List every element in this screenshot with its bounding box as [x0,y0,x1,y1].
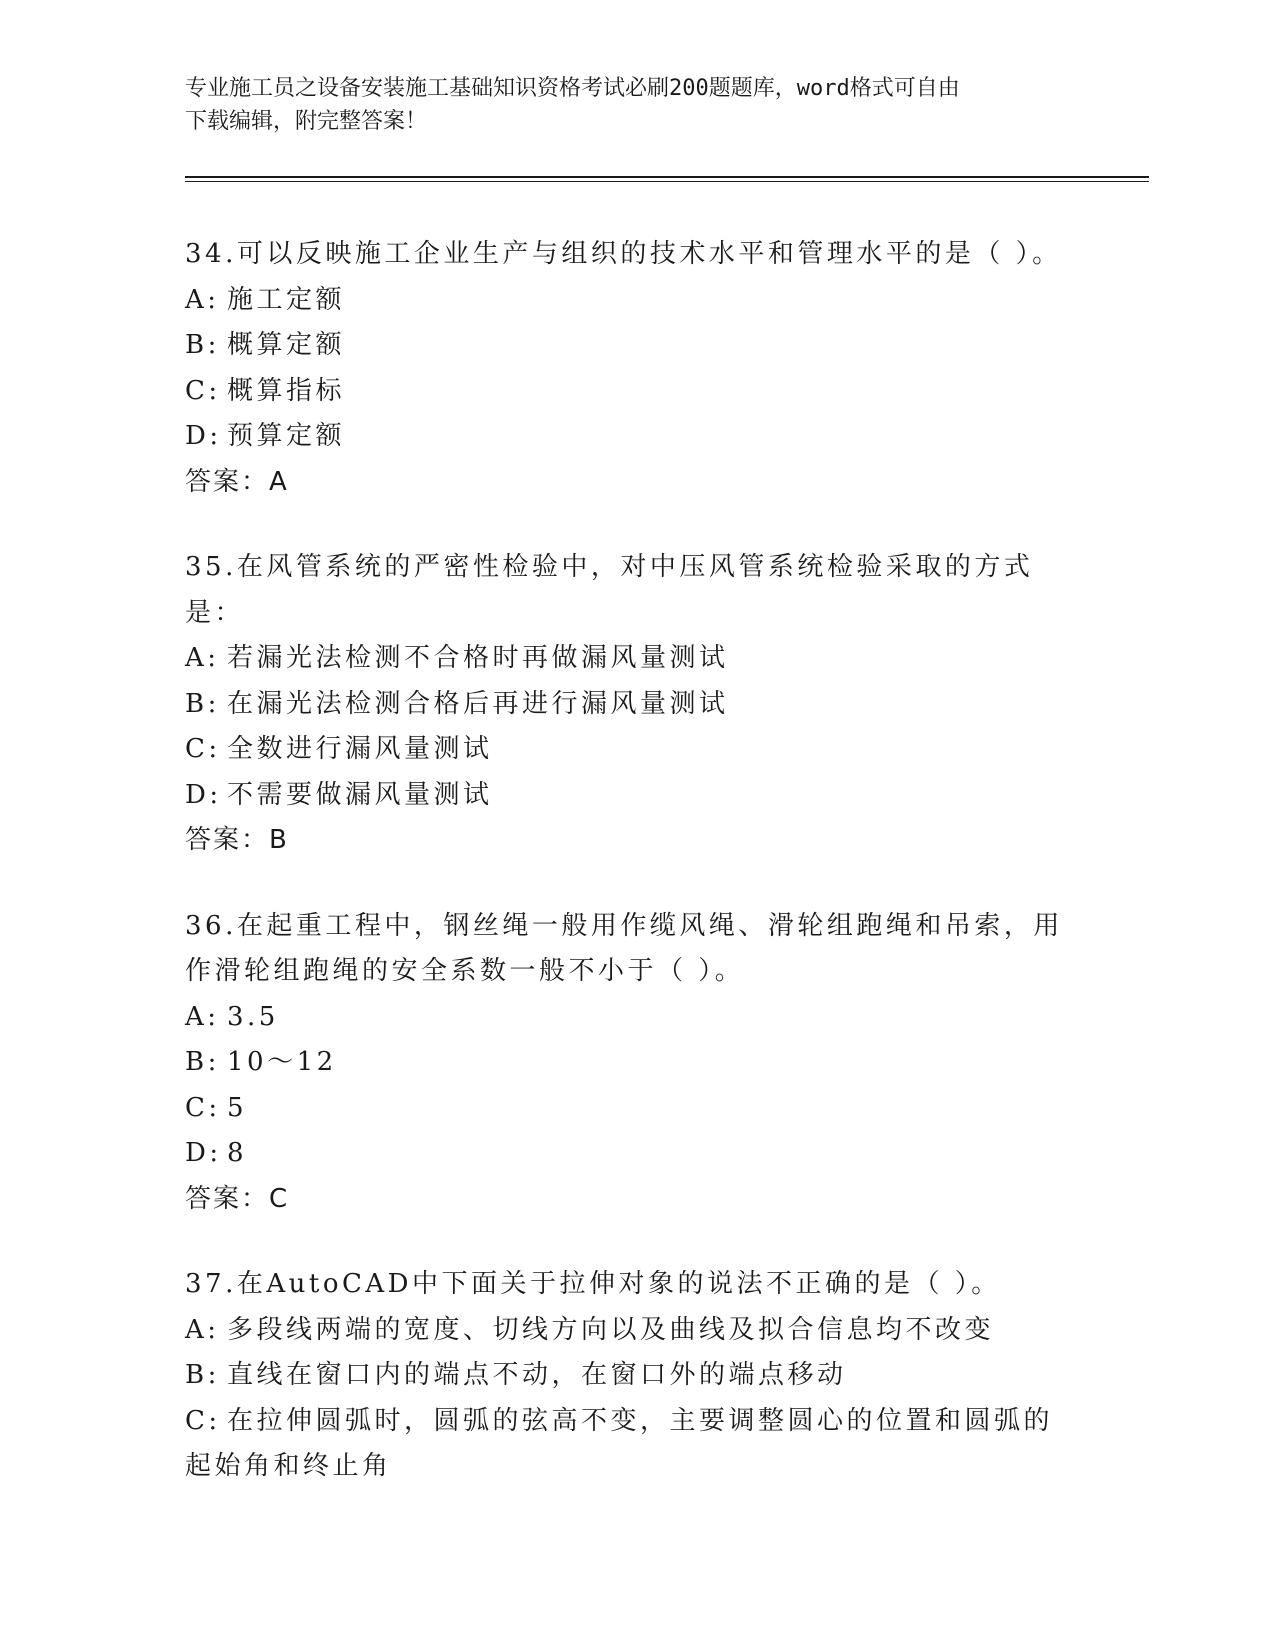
option-key: D: [185,1138,222,1168]
option-c [185,1086,1085,1132]
question-35 [185,545,1085,864]
option-c [185,727,1085,773]
question-list [185,232,1085,1530]
option-a [185,278,1085,324]
option-text: 全数进行漏风量测试 [227,734,493,764]
option-text: 10～12 [227,1047,337,1077]
option-a [185,995,1085,1041]
option-text: 在拉伸圆弧时，圆弧的弦高不变，主要调整圆心的位置和圆弧的起始角和终止角 [185,1405,1054,1481]
option-b [185,323,1085,369]
option-text: 5 [227,1092,248,1123]
answer-line: 答案：A [185,466,289,497]
header-line-1: 专业施工员之设备安装施工基础知识资格考试必刷200题题库，word格式可自由 [185,76,960,101]
question-stem: 35.在风管系统的严密性检验中，对中压风管系统检验采取的方式是： [185,552,1034,628]
answer-line: 答案：B [185,825,289,855]
question-34 [185,232,1085,505]
option-key: B: [185,1360,220,1390]
option-text: 3.5 [227,1001,279,1032]
question-36 [185,904,1085,1223]
option-text: 8 [227,1138,248,1168]
option-d [185,414,1085,460]
option-text: 多段线两端的宽度、切线方向以及曲线及拟合信息均不改变 [227,1314,995,1345]
option-text: 预算定额 [227,421,346,451]
option-text: 施工定额 [227,284,346,315]
option-a [185,1308,1085,1354]
header-divider-top [185,176,1149,178]
option-text: 在漏光法检测合格后再进行漏风量测试 [227,688,729,719]
option-key: C: [185,734,221,764]
option-key: B: [185,1047,220,1077]
option-key: D: [185,779,222,810]
document-header [185,72,1065,138]
option-key: A: [185,1001,220,1032]
option-key: B: [185,688,220,719]
option-text: 概算定额 [227,330,346,360]
option-d [185,773,1085,819]
option-c [185,1399,1065,1490]
question-stem: 36.在起重工程中，钢丝绳一般用作缆风绳、滑轮组跑绳和吊索，用作滑轮组跑绳的安全系数一般不小于（ ）。 [185,910,1063,986]
option-key: A: [185,284,220,315]
option-b [185,1353,1085,1399]
question-stem: 37.在AutoCAD中下面关于拉伸对象的说法不正确的是（ ）。 [185,1269,1001,1299]
option-d [185,1131,1085,1177]
option-c [185,369,1085,415]
header-line-2: 下载编辑，附完整答案！ [185,109,428,134]
question-stem: 34.可以反映施工企业生产与组织的技术水平和管理水平的是（ ）。 [185,239,1062,269]
option-key: C: [185,1092,221,1123]
option-text: 概算指标 [227,375,346,406]
option-key: A: [185,1314,220,1345]
answer-line: 答案：C [185,1183,290,1214]
option-a [185,636,1085,682]
option-text: 不需要做漏风量测试 [227,779,493,810]
option-text: 若漏光法检测不合格时再做漏风量测试 [227,643,729,673]
header-divider-bottom [185,181,1149,182]
option-key: C: [185,1405,221,1436]
question-37 [185,1262,1085,1490]
option-b [185,682,1085,728]
option-b [185,1040,1085,1086]
option-text: 直线在窗口内的端点不动，在窗口外的端点移动 [227,1360,847,1390]
option-key: B: [185,330,220,360]
option-key: C: [185,375,221,406]
option-key: D: [185,421,222,451]
option-key: A: [185,643,220,673]
